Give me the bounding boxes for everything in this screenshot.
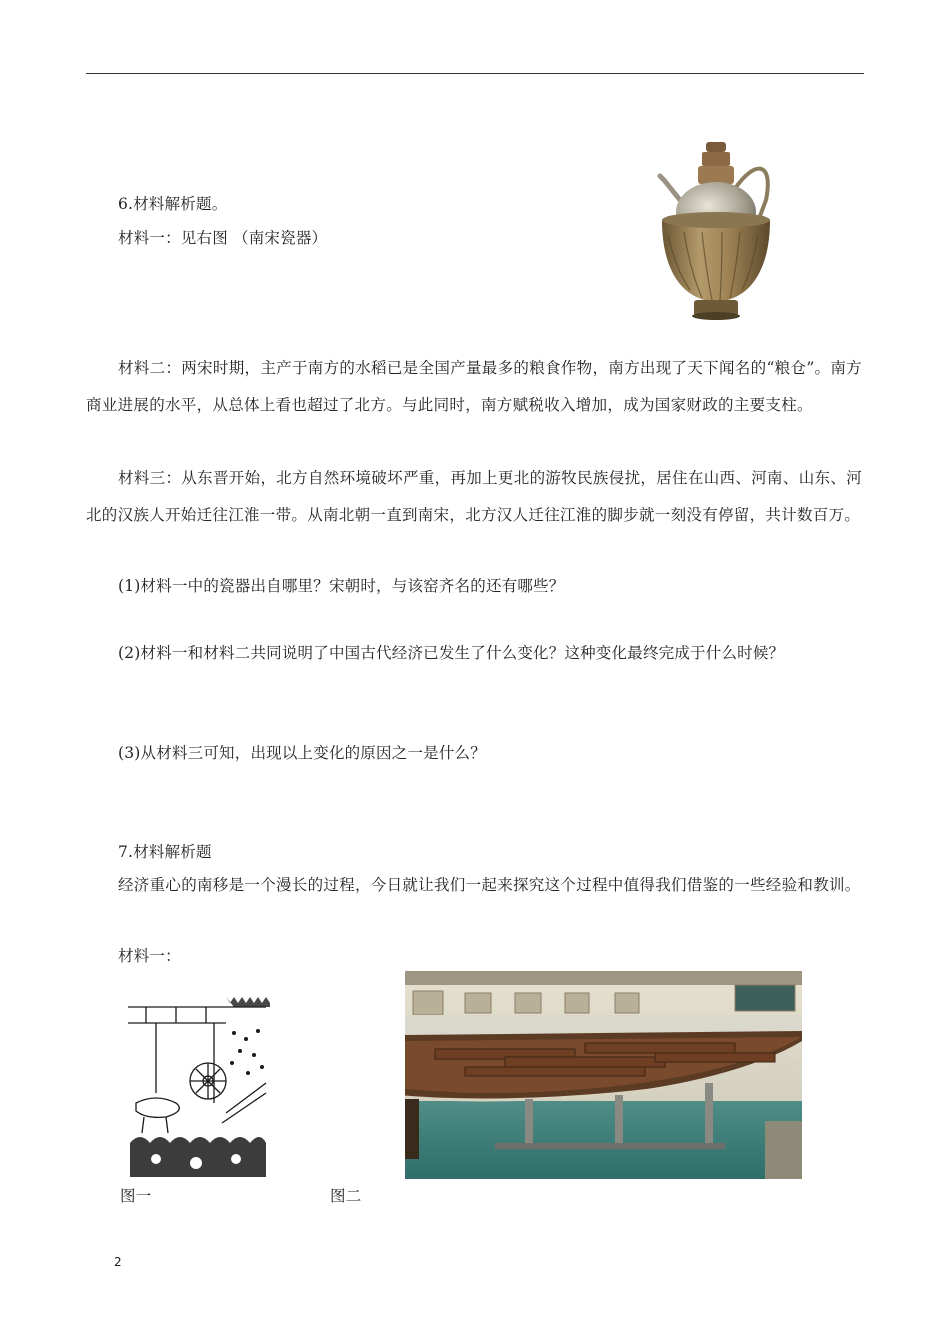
figure1-waterwheel-drawing: [126, 993, 270, 1177]
q6-material3: 材料三：从东晋开始，北方自然环境破坏严重，再加上更北的游牧民族侵扰，居住在山西、河南、山东、河北的汉族人开始迁往江淮一带。从南北朝一直到南宋，北方汉人迁往江淮的脚步就一刻没有停留，共计数百万。: [86, 469, 862, 524]
q6-question3: (3)从材料三可知，出现以上变化的原因之一是什么？: [118, 744, 486, 762]
q6-question1: (1)材料一中的瓷器出自哪里？宋朝时，与该窑齐名的还有哪些？: [118, 577, 565, 595]
figure1-caption: 图一: [120, 1187, 152, 1205]
figure2-caption: 图二: [330, 1187, 362, 1205]
q7-material1: 材料一：: [118, 947, 181, 965]
q6-material1: 材料一：见右图 （南宋瓷器）: [118, 229, 328, 247]
page-number: 2: [114, 1255, 122, 1269]
q6-title: 6.材料解析题。: [118, 195, 228, 213]
figure2-ancient-boat-photo: [405, 971, 802, 1179]
porcelain-ewer-image: [654, 140, 780, 324]
q7-title: 7.材料解析题: [118, 843, 212, 861]
q7-intro: 经济重心的南移是一个漫长的过程，今日就让我们一起来探究这个过程中值得我们借鉴的一些经验和教训。: [118, 876, 861, 894]
q6-material2: 材料二：两宋时期，主产于南方的水稻已是全国产量最多的粮食作物，南方出现了天下闻名的“粮仓”。南方商业进展的水平，从总体上看也超过了北方。与此同时，南方赋税收入增加，成为国家财政的主要支柱。: [86, 359, 862, 414]
q6-question2: (2)材料一和材料二共同说明了中国古代经济已发生了什么变化？这种变化最终完成于什么时候？: [118, 644, 785, 662]
header-rule: [86, 73, 864, 74]
